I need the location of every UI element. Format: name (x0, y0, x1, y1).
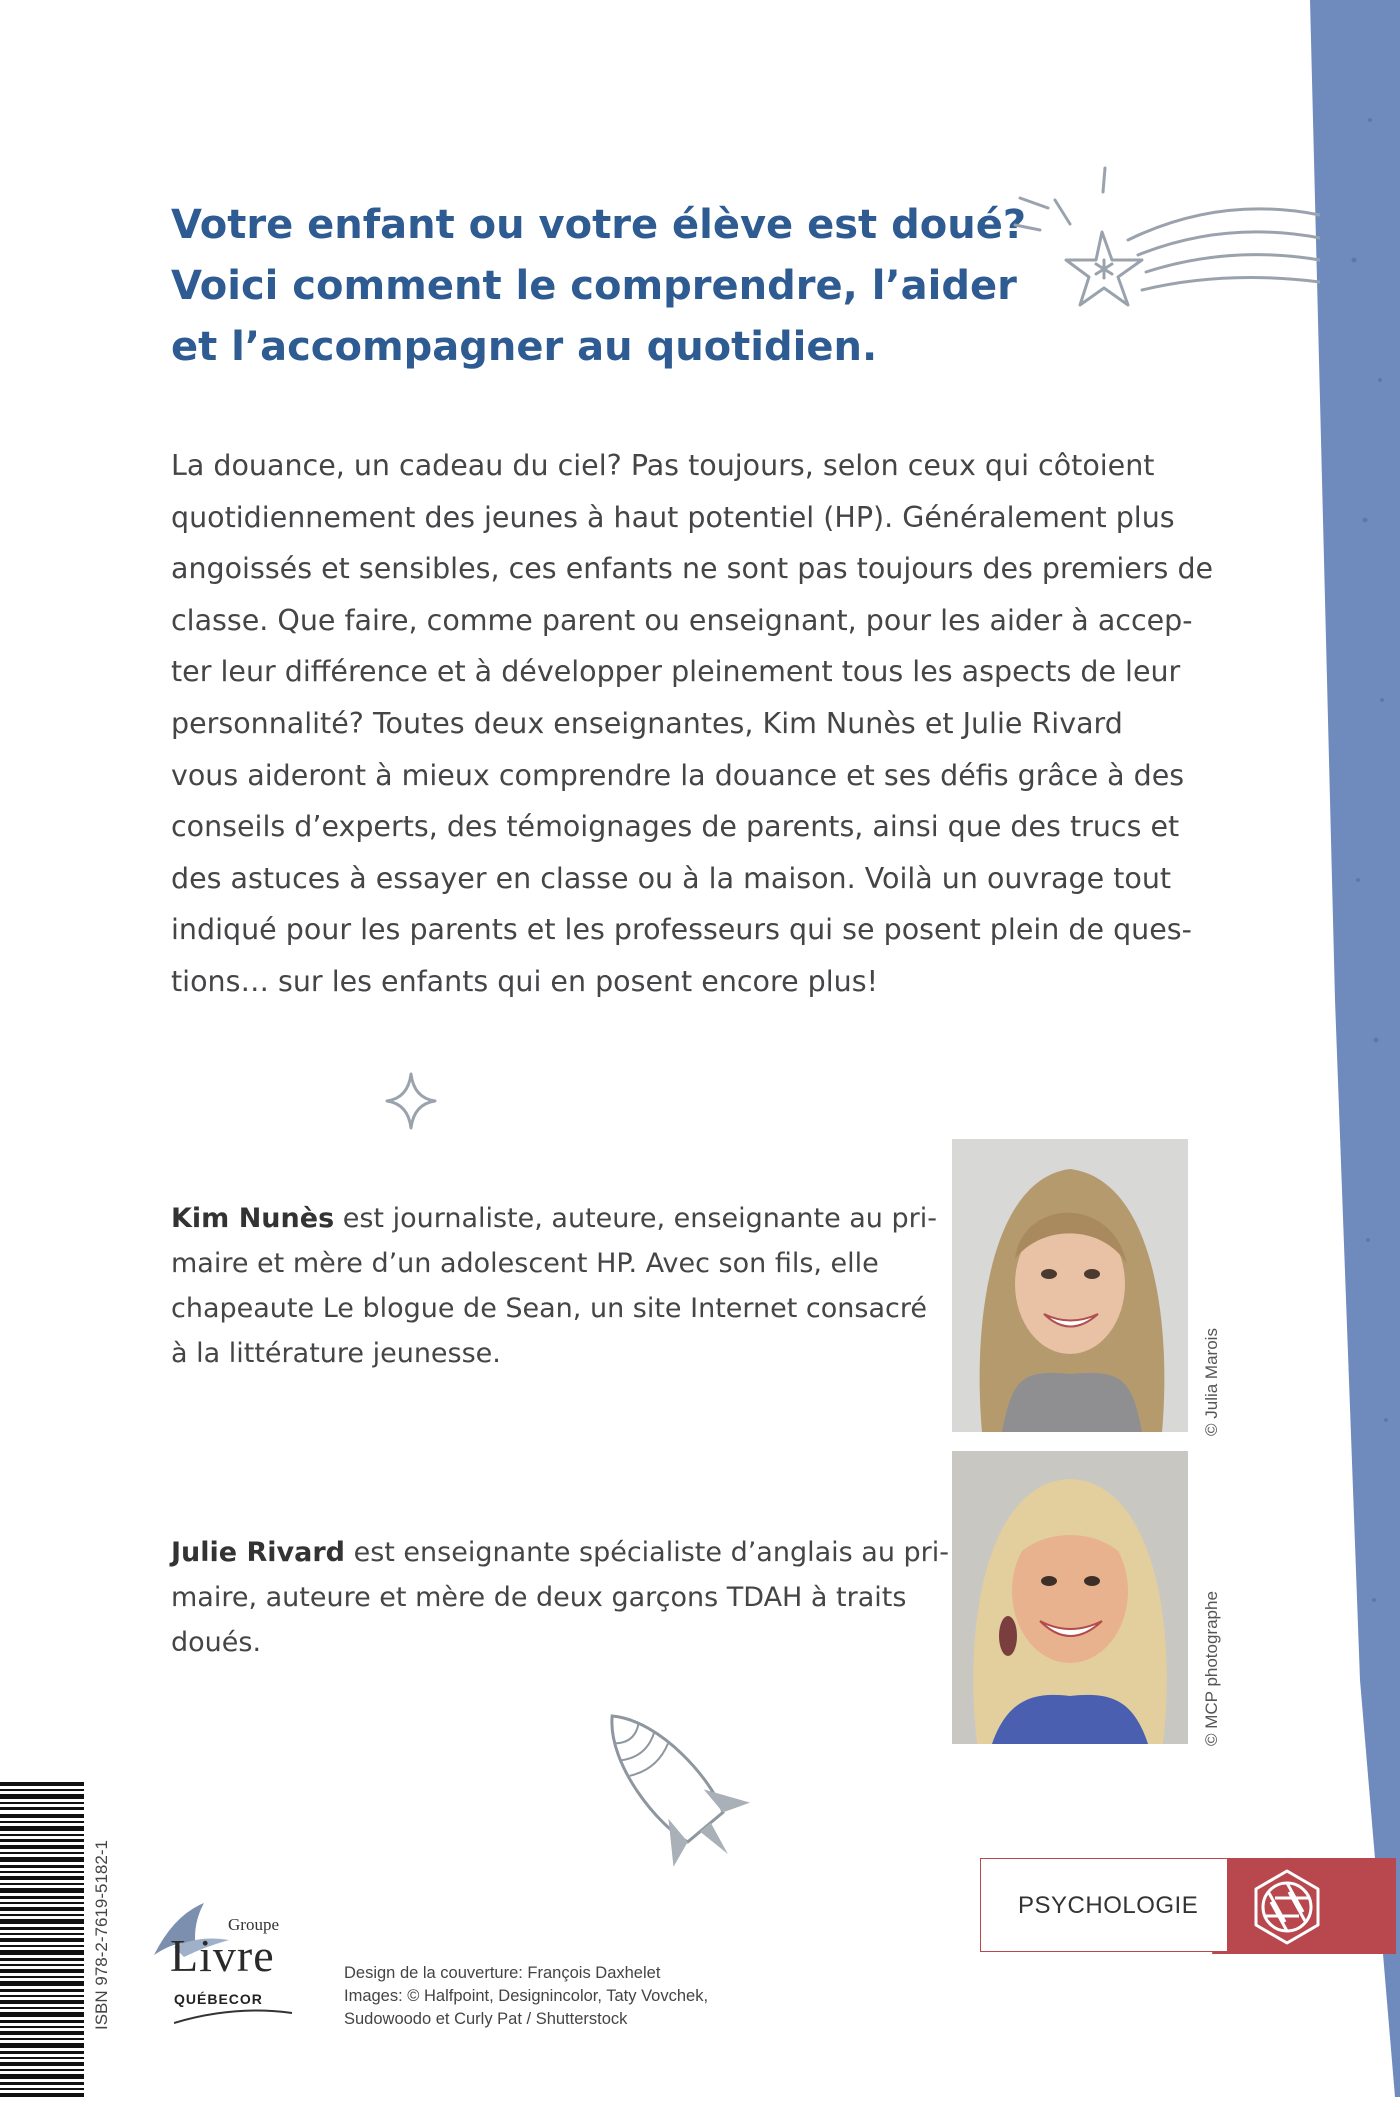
description-line: des astuces à essayer en classe ou à la maison. Voilà un ouvrage tout (171, 861, 1172, 895)
author-photo-julie (952, 1451, 1188, 1744)
author-name: Kim Nunès (171, 1203, 335, 1234)
logo-groupe: Groupe (228, 1915, 279, 1934)
photo-credit: © Julia Marois (1202, 1328, 1221, 1436)
headline-line: et l’accompagner au quotidien. (171, 324, 878, 370)
sparkle-icon (385, 1072, 437, 1130)
bio-first-line (171, 1196, 937, 1241)
bio-line: doués. (171, 1627, 262, 1658)
description-line: tions… sur les enfants qui en posent encore plus! (171, 964, 879, 998)
description-line: quotidiennement des jeunes à haut potentiel (HP). Généralement plus (171, 500, 1175, 534)
author-name: Julie Rivard (171, 1537, 345, 1568)
description-line: vous aideront à mieux comprendre la douance et ses défis grâce à des (171, 758, 1185, 792)
logo-swoosh (174, 2007, 294, 2027)
isbn: ISBN 978-2-7619-5182-1 (92, 1840, 111, 2030)
headline-line: Votre enfant ou votre élève est doué? (171, 202, 1027, 248)
description-line: La douance, un cadeau du ciel? Pas toujours, selon ceux qui côtoient (171, 449, 1155, 482)
logo-livre: Livre (170, 1930, 275, 1981)
description-line: indiqué pour les parents et les professeurs qui se posent plein de ques- (171, 913, 1192, 947)
description-line: ter leur différence et à développer pleinement tous les aspects de leur (171, 655, 1181, 689)
description-line: angoissés et sensibles, ces enfants ne sont pas toujours des premiers de (171, 552, 1214, 586)
description-line: conseils d’experts, des témoignages de parents, ainsi que des trucs et (171, 810, 1180, 844)
bio-text: est enseignante spécialiste d’anglais au pri- (345, 1537, 950, 1568)
author-bio-kim (171, 1196, 937, 1376)
publisher-logo (140, 1895, 300, 2055)
spine-decoration (1310, 0, 1400, 2097)
shooting-star-icon (1000, 160, 1320, 340)
aperture-icon (1248, 1868, 1326, 1946)
headline (171, 195, 1027, 378)
photo-credit: © MCP photographe (1202, 1591, 1221, 1746)
bio-line: à la littérature jeunesse. (171, 1338, 501, 1369)
bio-text: est journaliste, auteure, enseignante au pri- (334, 1203, 937, 1234)
bio-first-line (171, 1530, 950, 1575)
credit-line: Images: © Halfpoint, Designincolor, Taty Vovchek, (344, 1987, 709, 2005)
author-photo-kim (952, 1139, 1188, 1432)
credit-line: Design de la couverture: François Daxhelet (344, 1964, 661, 1982)
bio-line: maire, auteure et mère de deux garçons TDAH à traits (171, 1582, 907, 1613)
description-line: classe. Que faire, comme parent ou enseignant, pour les aider à accep- (171, 603, 1193, 637)
rocket-icon (575, 1690, 765, 1880)
logo-quebecor: QUÉBECOR (174, 1991, 263, 2007)
category-badge (980, 1858, 1396, 1954)
design-credits (344, 1962, 708, 2031)
description-line: personnalité? Toutes deux enseignantes, Kim Nunès et Julie Rivard (171, 706, 1123, 740)
category-label: PSYCHOLOGIE (1018, 1892, 1199, 1919)
credit-line: Sudowoodo et Curly Pat / Shutterstock (344, 2010, 628, 2028)
description (171, 440, 1214, 1008)
bio-line: chapeaute Le blogue de Sean, un site Internet consacré (171, 1293, 927, 1324)
bio-line: maire et mère d’un adolescent HP. Avec son fils, elle (171, 1248, 879, 1279)
author-bio-julie (171, 1530, 950, 1665)
headline-line: Voici comment le comprendre, l’aider (171, 263, 1017, 309)
